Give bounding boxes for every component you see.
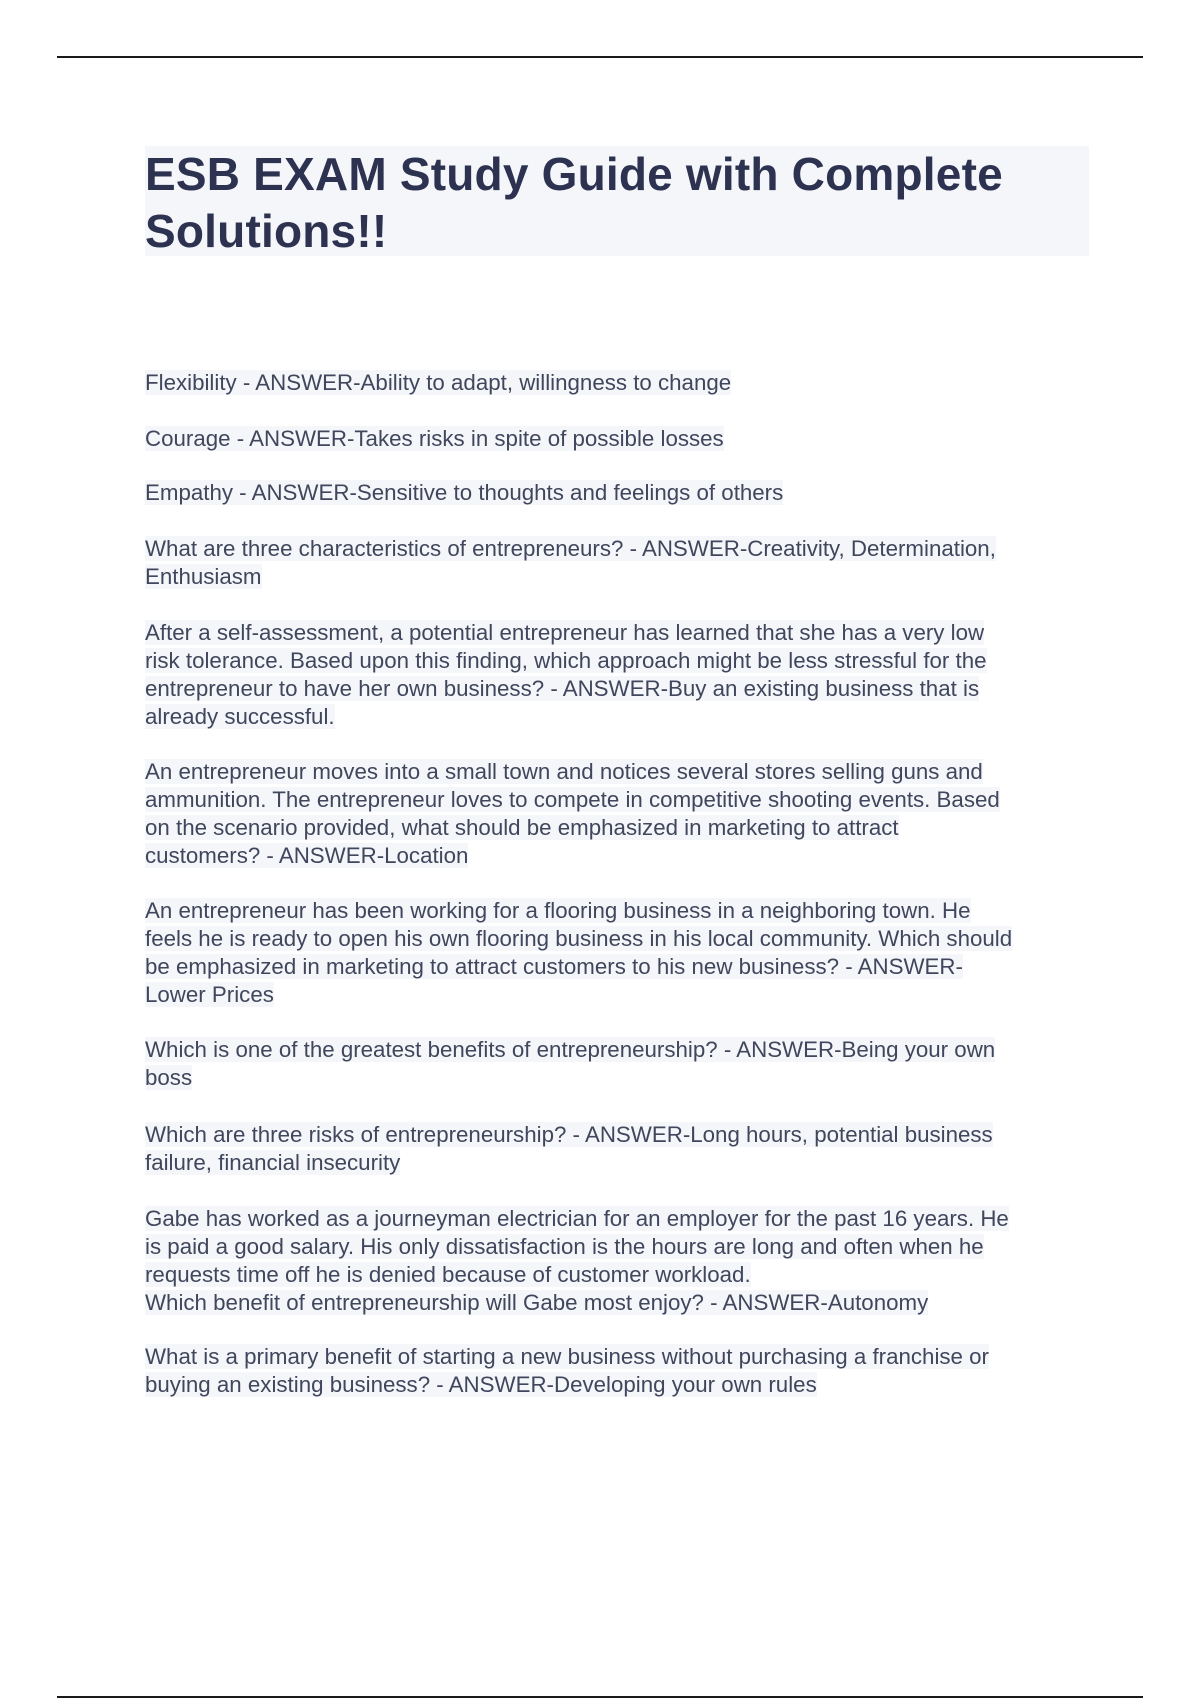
qa-entry: Gabe has worked as a journeyman electrician for an employer for the past 16 years. He is paid a good salary. His only dissatisfaction is the hours are long and often when he requests time off he is denied because of customer workload. Which benefit of entrepreneurship will Gabe most enjoy? - ANSWER-Autonomy [145, 1206, 1009, 1315]
qa-entry: After a self-assessment, a potential entrepreneur has learned that she has a very low risk tolerance. Based upon this finding, which approach might be less stressful for the entrepreneur to have her own business? - ANSWER-Buy an existing business that is already successful. [145, 620, 987, 729]
qa-entry: An entrepreneur moves into a small town and notices several stores selling guns and ammunition. The entrepreneur loves to compete in competitive shooting events. Based on the scenario provided, what should be emphasized in marketing to attract customers? - ANSWER-Location [145, 759, 1000, 868]
qa-entry: An entrepreneur has been working for a flooring business in a neighboring town. He feels he is ready to open his own flooring business in his local community. Which should be emphasized in marketing to attract customers to his new business? - ANSWER- Lower Prices [145, 898, 1013, 1007]
qa-entry: What are three characteristics of entrepreneurs? - ANSWER-Creativity, Determination, Enthusiasm [145, 536, 996, 589]
bottom-rule [57, 1696, 1143, 1698]
qa-entry: Empathy - ANSWER-Sensitive to thoughts and feelings of others [145, 480, 784, 505]
qa-entry: What is a primary benefit of starting a new business without purchasing a franchise or buying an existing business? - ANSWER-Developing your own rules [145, 1344, 989, 1397]
title-block [145, 146, 1089, 256]
qa-entry: Courage - ANSWER-Takes risks in spite of possible losses [145, 426, 724, 451]
top-rule [57, 56, 1143, 58]
qa-entry: Which is one of the greatest benefits of entrepreneurship? - ANSWER-Being your own boss [145, 1037, 996, 1090]
qa-entry: Which are three risks of entrepreneurship? - ANSWER-Long hours, potential business failure, financial insecurity [145, 1122, 993, 1175]
page-title: ESB EXAM Study Guide with Complete Solutions!! [145, 148, 1003, 257]
qa-entry: Flexibility - ANSWER-Ability to adapt, willingness to change [145, 370, 732, 395]
